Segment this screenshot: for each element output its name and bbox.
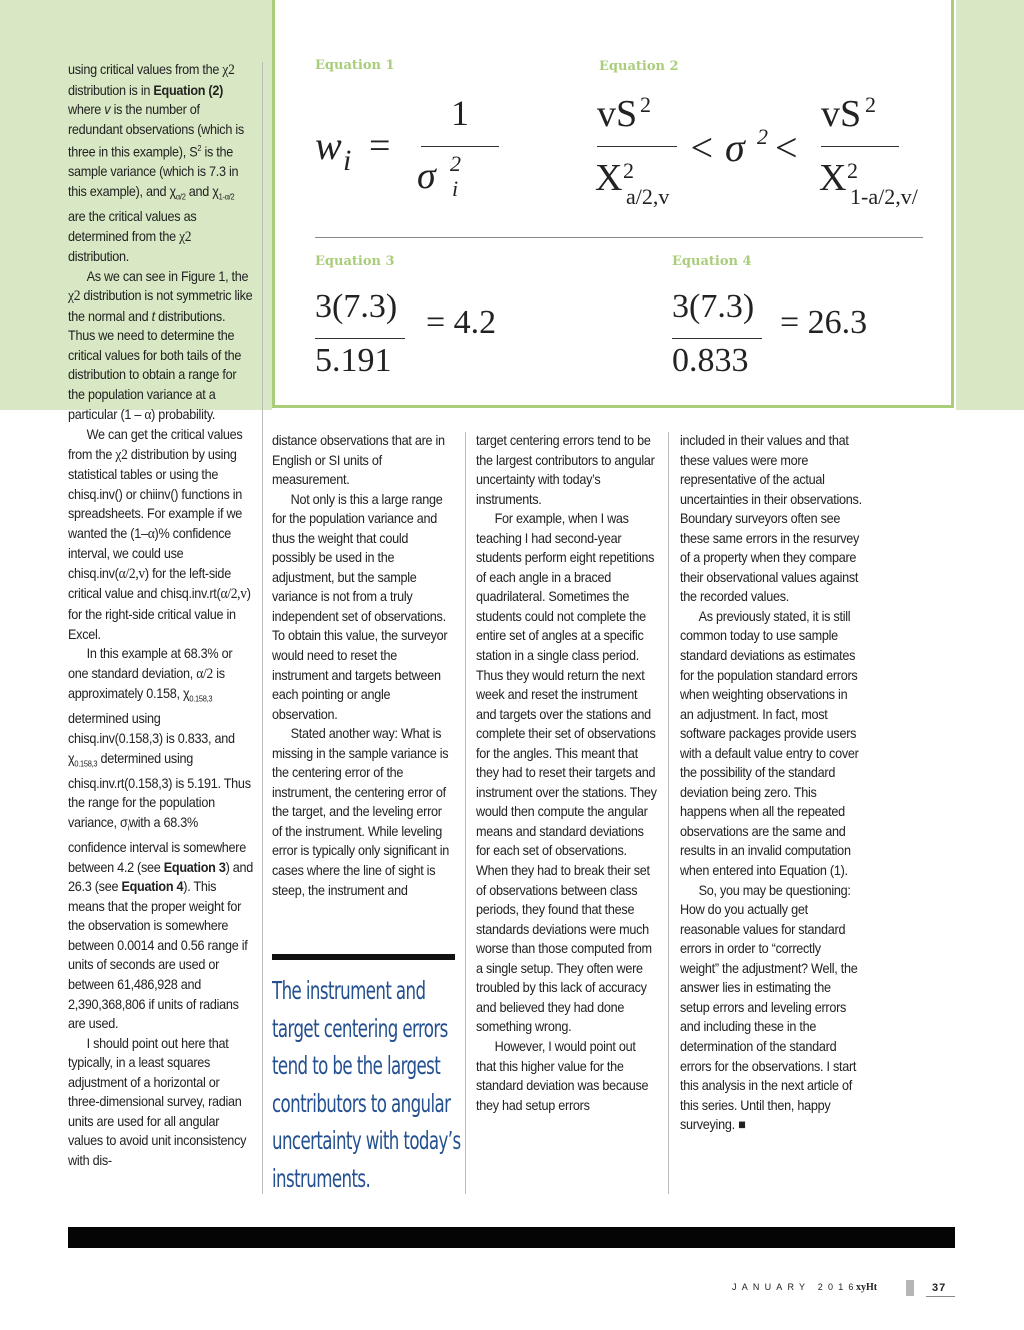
page-number: 37 [932, 1282, 947, 1294]
paragraph: target centering errors tend to be the largest contributors to angular uncertainty with today’s instruments. [476, 433, 655, 507]
article-column-3 [476, 431, 658, 1115]
paragraph: We can get the critical values from the χ2 distribution by using statistical tables or using the chisq.inv() or chiinv() functions in spreadsheets. For example if we wanted the (1–α)% confidence interval, we could use chisq.inv(α/2,v) for the left-side critical value and chisq.inv.rt(α/2,v) for the right-side critical value in Excel. [68, 427, 251, 642]
paragraph: So, you may be questioning: How do you actually get reasonable values for standard errors in order to “correctly weight” the adjustment? Well, the answer lies in estimating the setup errors and leveling errors and including these in the determination of the standard errors for the observations. I start this analysis in the next article of this series. Until then, happy surveying. ■ [680, 882, 858, 1133]
equation-box: Equation 1 Equation 2 w i = 1 σ 2 i vS 2 X 2 a/2,v < σ 2 < vS 2 X 2 1-a/2,v/ Equation 3 Equation 4 3(7.3) 5.191 = 4.2 3(7.3) 0.833 = 26.3 [272, 0, 954, 408]
paragraph: Stated another way: What is missing in the sample variance is the centering error of the instrument, the centering error of the target, and the leveling error of the instrument. While leveling error is typically only significant in cases where the line of sight is steep, the instrument and [272, 726, 450, 898]
column-rule-2 [465, 432, 466, 1194]
paragraph: As previously stated, it is still common today to use sample standard deviations as estimates for the population standard errors when weighting observations in an adjustment. In fact, most software packages provide users with a default value entry to cover the possibility of the standard deviation being zero. This happens when all the repeated observations are the same and results in an invalid computation when entered into Equation (1). [680, 608, 859, 879]
equation-4-label: Equation 4 [672, 254, 752, 269]
equation-divider [315, 237, 923, 238]
page-number-underline [926, 1296, 955, 1297]
footer-divider-block [906, 1280, 914, 1296]
article-column-2 [272, 431, 454, 900]
paragraph: In this example at 68.3% or one standard deviation, α/2 is approximately 0.158, $\chi_{0.158,3}$ determined using chisq.inv(0.158,3) is 0.833, and $\chi_{0.158,3}$ determined using chisq.inv.rt(0.158,3) is 5.191. Thus the range for the population variance, $\sigma_iwith$ a 68.3% confidence interval is somewhere between 4.2 (see Equation 3) and 26.3 (see Equation 4). This means that the proper weight for the observation is somewhere between 0.0014 and 0.56 range if units of seconds are used or between 61,486,928 and 2,390,368,806 if units of radians are used. [68, 646, 254, 1032]
article-column-4 [680, 431, 862, 1135]
paragraph: Not only is this a large range for the population variance and thus the weight that could possibly be used in the adjustment, but the sample variance is not from a truly independent set of observations. To obtain this value, the surveyor would need to reset the instrument and targets between each pointing or angle observation. [272, 491, 448, 722]
footer-date: JANUARY 2016 [732, 1282, 859, 1292]
article-column-1 [68, 60, 254, 1170]
end-mark-icon: ■ [738, 1117, 746, 1133]
equation-2-label: Equation 2 [599, 59, 679, 74]
column-rule-1 [262, 62, 263, 1194]
pull-quote: The instrument and target centering errors tend to be the largest contributors to angular uncertainty with today’s instruments. [272, 976, 461, 1193]
equation-3-label: Equation 3 [315, 254, 395, 269]
right-green-band [956, 0, 1024, 410]
paragraph: using critical values from the χ2 distribution is in Equation (2) where v is the number of redundant observations (which is three in this example), $S^2$ is the sample variance (which is 7.3 in this example), and $\chi_{\alpha/2}$ and $\chi_{1-\alpha/2}$ are the critical values as determined from the χ2 distribution. [68, 62, 244, 265]
paragraph: I should point out here that typically, in a least squares adjustment of a horizontal or three-dimensional survey, radian units are used for all angular values to avoid unit inconsistency with dis- [68, 1035, 247, 1168]
footer-magazine: xyHt [856, 1282, 878, 1293]
paragraph: distance observations that are in English or SI units of measurement. [272, 433, 445, 488]
paragraph: As we can see in Figure 1, the χ2 distribution is not symmetric like the normal and t distributions. Thus we need to determine the critical values for both tails of the distribution to obtain a range for the population variance at a particular (1 – α) probability. [68, 268, 253, 423]
column-rule-3 [668, 432, 669, 1194]
paragraph: included in their values and that these values were more representative of the actual uncertainties in their observations. Boundary surveyors often see these same errors in the resurvey of a property when they compare their observational values against the recorded values. [680, 433, 862, 605]
equation-1-label: Equation 1 [315, 58, 395, 73]
bottom-black-bar [68, 1227, 955, 1248]
paragraph: For example, when I was teaching I had second-year students perform eight repetitions of each angle in a braced quadrilateral. Sometimes the students could not complete the entire set of angles at a specific station in a single class period. Thus they would return the next week and reset the instrument and targets over the stations and complete their set of observations for the angles. This meant that they had to reset their targets and instrument over the stations. They would then compute the angular means and standard deviations for each set of observations. When they had to break their set of observations between class periods, they found that these standards deviations were much worse than those computed from a single setup. They often were troubled by this lack of accuracy and believed they had done something wrong. [476, 511, 657, 1035]
paragraph: However, I would point out that this higher value for the standard deviation was because they had setup errors [476, 1038, 649, 1113]
pull-quote-rule [272, 954, 455, 960]
